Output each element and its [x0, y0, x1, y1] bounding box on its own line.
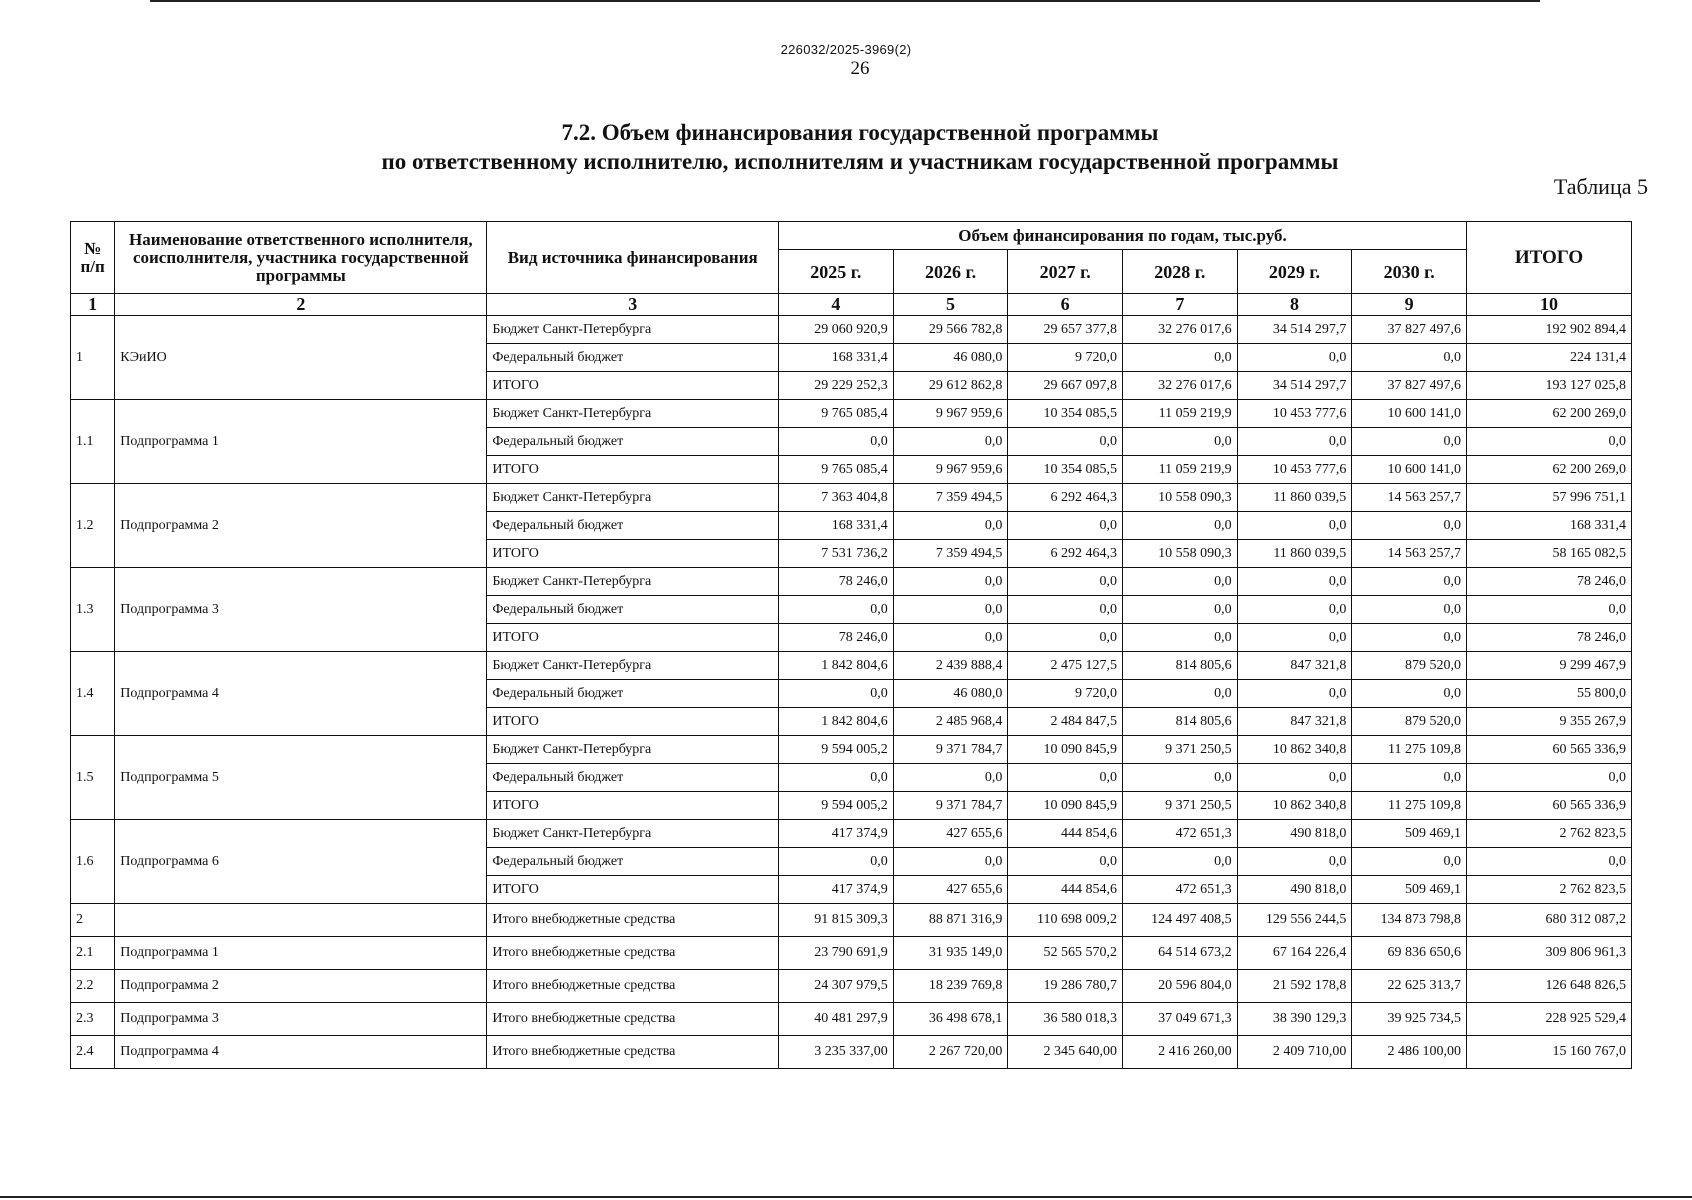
funding-source: ИТОГО [487, 372, 779, 400]
year-value: 78 246,0 [779, 624, 894, 652]
year-value: 2 484 847,5 [1008, 708, 1123, 736]
year-value: 0,0 [1123, 848, 1238, 876]
column-number: 6 [1008, 294, 1123, 316]
funding-source: Федеральный бюджет [487, 680, 779, 708]
year-value: 36 498 678,1 [893, 1003, 1008, 1036]
year-value: 0,0 [1123, 624, 1238, 652]
year-value: 14 563 257,7 [1352, 484, 1467, 512]
year-value: 67 164 226,4 [1237, 937, 1352, 970]
year-value: 37 827 497,6 [1352, 372, 1467, 400]
financing-table [70, 221, 1632, 1069]
year-value: 509 469,1 [1352, 820, 1467, 848]
executor-name: Подпрограмма 4 [115, 1036, 487, 1069]
year-value: 2 409 710,00 [1237, 1036, 1352, 1069]
year-value: 10 600 141,0 [1352, 456, 1467, 484]
row-total: 60 565 336,9 [1467, 736, 1632, 764]
funding-source: Федеральный бюджет [487, 428, 779, 456]
row-total: 0,0 [1467, 428, 1632, 456]
year-value: 10 600 141,0 [1352, 400, 1467, 428]
section-title-line-1: 7.2. Объем финансирования государственной программы [561, 120, 1159, 145]
row-total: 126 648 826,5 [1467, 970, 1632, 1003]
year-value: 10 090 845,9 [1008, 792, 1123, 820]
year-value: 40 481 297,9 [779, 1003, 894, 1036]
year-value: 22 625 313,7 [1352, 970, 1467, 1003]
year-value: 7 531 736,2 [779, 540, 894, 568]
year-value: 110 698 009,2 [1008, 904, 1123, 937]
row-number: 1.1 [71, 400, 115, 484]
header-year: 2026 г. [893, 250, 1008, 294]
table-row [71, 970, 1632, 1003]
header-year: 2029 г. [1237, 250, 1352, 294]
executor-name: Подпрограмма 4 [115, 652, 487, 736]
row-total: 62 200 269,0 [1467, 400, 1632, 428]
table-row [71, 820, 1632, 848]
year-value: 472 651,3 [1123, 876, 1238, 904]
table-body [71, 294, 1632, 1069]
year-value: 0,0 [1123, 568, 1238, 596]
year-value: 0,0 [1123, 680, 1238, 708]
year-value: 19 286 780,7 [1008, 970, 1123, 1003]
row-number: 1 [71, 316, 115, 400]
bottom-border-line [0, 1196, 1692, 1198]
year-value: 39 925 734,5 [1352, 1003, 1467, 1036]
year-value: 509 469,1 [1352, 876, 1467, 904]
section-title-line-2: по ответственному исполнителю, исполнителям и участникам государственной программы [381, 149, 1339, 174]
year-value: 23 790 691,9 [779, 937, 894, 970]
row-total: 57 996 751,1 [1467, 484, 1632, 512]
row-total: 2 762 823,5 [1467, 820, 1632, 848]
year-value: 18 239 769,8 [893, 970, 1008, 1003]
year-value: 814 805,6 [1123, 652, 1238, 680]
year-value: 1 842 804,6 [779, 652, 894, 680]
year-value: 0,0 [1008, 512, 1123, 540]
year-value: 0,0 [1352, 680, 1467, 708]
funding-source: Федеральный бюджет [487, 848, 779, 876]
year-value: 0,0 [1352, 764, 1467, 792]
year-value: 0,0 [1008, 568, 1123, 596]
funding-source: ИТОГО [487, 540, 779, 568]
year-value: 0,0 [1123, 596, 1238, 624]
year-value: 24 307 979,5 [779, 970, 894, 1003]
row-number: 1.3 [71, 568, 115, 652]
row-total: 192 902 894,4 [1467, 316, 1632, 344]
funding-source: Итого внебюджетные средства [487, 1003, 779, 1036]
row-number: 1.6 [71, 820, 115, 904]
table-row [71, 1003, 1632, 1036]
executor-name: Подпрограмма 2 [115, 970, 487, 1003]
column-number: 2 [115, 294, 487, 316]
year-value: 31 935 149,0 [893, 937, 1008, 970]
year-value: 417 374,9 [779, 820, 894, 848]
year-value: 64 514 673,2 [1123, 937, 1238, 970]
year-value: 6 292 464,3 [1008, 540, 1123, 568]
year-value: 0,0 [779, 428, 894, 456]
column-number: 1 [71, 294, 115, 316]
column-number: 3 [487, 294, 779, 316]
year-value: 37 827 497,6 [1352, 316, 1467, 344]
executor-name: Подпрограмма 2 [115, 484, 487, 568]
year-value: 36 580 018,3 [1008, 1003, 1123, 1036]
year-value: 0,0 [1008, 764, 1123, 792]
year-value: 134 873 798,8 [1352, 904, 1467, 937]
section-title [0, 118, 1692, 176]
funding-source: Итого внебюджетные средства [487, 1036, 779, 1069]
year-value: 0,0 [1352, 624, 1467, 652]
row-total: 60 565 336,9 [1467, 792, 1632, 820]
year-value: 0,0 [1008, 428, 1123, 456]
funding-source: Бюджет Санкт-Петербурга [487, 820, 779, 848]
funding-source: ИТОГО [487, 624, 779, 652]
year-value: 21 592 178,8 [1237, 970, 1352, 1003]
row-total: 193 127 025,8 [1467, 372, 1632, 400]
row-total: 224 131,4 [1467, 344, 1632, 372]
table-row [71, 484, 1632, 512]
year-value: 34 514 297,7 [1237, 372, 1352, 400]
year-value: 168 331,4 [779, 344, 894, 372]
header-funding-source: Вид источника финансирования [487, 222, 779, 294]
table-row [71, 1036, 1632, 1069]
year-value: 129 556 244,5 [1237, 904, 1352, 937]
header-year: 2028 г. [1123, 250, 1238, 294]
year-value: 0,0 [779, 596, 894, 624]
year-value: 0,0 [893, 512, 1008, 540]
row-total: 78 246,0 [1467, 568, 1632, 596]
year-value: 10 862 340,8 [1237, 792, 1352, 820]
header-year: 2030 г. [1352, 250, 1467, 294]
year-value: 490 818,0 [1237, 820, 1352, 848]
year-value: 91 815 309,3 [779, 904, 894, 937]
row-total: 9 299 467,9 [1467, 652, 1632, 680]
row-total: 168 331,4 [1467, 512, 1632, 540]
year-value: 124 497 408,5 [1123, 904, 1238, 937]
row-number: 2.4 [71, 1036, 115, 1069]
funding-source: Бюджет Санкт-Петербурга [487, 736, 779, 764]
header-funding-volume: Объем финансирования по годам, тыс.руб. [779, 222, 1467, 250]
year-value: 10 862 340,8 [1237, 736, 1352, 764]
row-number: 1.4 [71, 652, 115, 736]
header-year: 2025 г. [779, 250, 894, 294]
year-value: 10 558 090,3 [1123, 540, 1238, 568]
table-row [71, 316, 1632, 344]
page-number: 26 [850, 58, 870, 79]
year-value: 9 594 005,2 [779, 736, 894, 764]
year-value: 10 558 090,3 [1123, 484, 1238, 512]
year-value: 11 860 039,5 [1237, 484, 1352, 512]
funding-source: ИТОГО [487, 708, 779, 736]
year-value: 0,0 [893, 568, 1008, 596]
year-value: 1 842 804,6 [779, 708, 894, 736]
year-value: 9 765 085,4 [779, 400, 894, 428]
year-value: 2 486 100,00 [1352, 1036, 1467, 1069]
header-num: № п/п [71, 222, 115, 294]
year-value: 0,0 [1237, 624, 1352, 652]
table-row [71, 904, 1632, 937]
funding-source: Итого внебюджетные средства [487, 970, 779, 1003]
year-value: 879 520,0 [1352, 708, 1467, 736]
row-number: 2.2 [71, 970, 115, 1003]
year-value: 29 657 377,8 [1008, 316, 1123, 344]
year-value: 10 354 085,5 [1008, 456, 1123, 484]
year-value: 29 229 252,3 [779, 372, 894, 400]
funding-source: ИТОГО [487, 792, 779, 820]
table-header-row [71, 222, 1632, 250]
funding-source: ИТОГО [487, 876, 779, 904]
year-value: 0,0 [1352, 848, 1467, 876]
year-value: 88 871 316,9 [893, 904, 1008, 937]
table-label: Таблица 5 [1553, 174, 1648, 199]
year-value: 34 514 297,7 [1237, 316, 1352, 344]
year-value: 0,0 [1008, 848, 1123, 876]
header-year: 2027 г. [1008, 250, 1123, 294]
year-value: 37 049 671,3 [1123, 1003, 1238, 1036]
year-value: 417 374,9 [779, 876, 894, 904]
executor-name: Подпрограмма 1 [115, 400, 487, 484]
table-row [71, 652, 1632, 680]
funding-source: Бюджет Санкт-Петербурга [487, 316, 779, 344]
row-total: 0,0 [1467, 596, 1632, 624]
year-value: 10 453 777,6 [1237, 456, 1352, 484]
year-value: 0,0 [893, 428, 1008, 456]
year-value: 32 276 017,6 [1123, 316, 1238, 344]
year-value: 38 390 129,3 [1237, 1003, 1352, 1036]
year-value: 0,0 [779, 848, 894, 876]
row-total: 680 312 087,2 [1467, 904, 1632, 937]
year-value: 0,0 [1008, 596, 1123, 624]
year-value: 9 967 959,6 [893, 400, 1008, 428]
year-value: 0,0 [1352, 512, 1467, 540]
year-value: 9 371 250,5 [1123, 736, 1238, 764]
year-value: 46 080,0 [893, 344, 1008, 372]
year-value: 490 818,0 [1237, 876, 1352, 904]
year-value: 11 059 219,9 [1123, 456, 1238, 484]
year-value: 0,0 [1123, 512, 1238, 540]
year-value: 0,0 [779, 764, 894, 792]
year-value: 0,0 [893, 764, 1008, 792]
year-value: 10 354 085,5 [1008, 400, 1123, 428]
year-value: 9 967 959,6 [893, 456, 1008, 484]
executor-name [115, 904, 487, 937]
year-value: 7 359 494,5 [893, 484, 1008, 512]
year-value: 427 655,6 [893, 876, 1008, 904]
year-value: 9 594 005,2 [779, 792, 894, 820]
year-value: 0,0 [1237, 596, 1352, 624]
executor-name: Подпрограмма 1 [115, 937, 487, 970]
top-border-line [150, 0, 1540, 2]
year-value: 9 720,0 [1008, 680, 1123, 708]
year-value: 11 275 109,8 [1352, 736, 1467, 764]
executor-name: Подпрограмма 6 [115, 820, 487, 904]
year-value: 444 854,6 [1008, 820, 1123, 848]
column-number: 8 [1237, 294, 1352, 316]
row-total: 9 355 267,9 [1467, 708, 1632, 736]
column-numbers-row [71, 294, 1632, 316]
year-value: 0,0 [1237, 764, 1352, 792]
funding-source: Бюджет Санкт-Петербурга [487, 652, 779, 680]
year-value: 0,0 [1237, 568, 1352, 596]
row-total: 78 246,0 [1467, 624, 1632, 652]
year-value: 2 345 640,00 [1008, 1036, 1123, 1069]
funding-source: Федеральный бюджет [487, 512, 779, 540]
year-value: 427 655,6 [893, 820, 1008, 848]
year-value: 0,0 [1352, 344, 1467, 372]
year-value: 0,0 [1352, 428, 1467, 456]
funding-source: ИТОГО [487, 456, 779, 484]
executor-name: Подпрограмма 3 [115, 1003, 487, 1036]
column-number: 10 [1467, 294, 1632, 316]
year-value: 0,0 [1123, 764, 1238, 792]
year-value: 69 836 650,6 [1352, 937, 1467, 970]
year-value: 444 854,6 [1008, 876, 1123, 904]
year-value: 0,0 [1352, 596, 1467, 624]
year-value: 0,0 [779, 680, 894, 708]
row-total: 62 200 269,0 [1467, 456, 1632, 484]
year-value: 0,0 [1237, 848, 1352, 876]
row-number: 1.2 [71, 484, 115, 568]
funding-source: Бюджет Санкт-Петербурга [487, 400, 779, 428]
row-number: 2.3 [71, 1003, 115, 1036]
year-value: 0,0 [1008, 624, 1123, 652]
year-value: 9 765 085,4 [779, 456, 894, 484]
row-total: 15 160 767,0 [1467, 1036, 1632, 1069]
year-value: 0,0 [1123, 344, 1238, 372]
year-value: 0,0 [893, 624, 1008, 652]
year-value: 0,0 [893, 848, 1008, 876]
year-value: 847 321,8 [1237, 652, 1352, 680]
row-number: 2.1 [71, 937, 115, 970]
year-value: 11 059 219,9 [1123, 400, 1238, 428]
row-total: 0,0 [1467, 764, 1632, 792]
year-value: 9 371 784,7 [893, 736, 1008, 764]
year-value: 0,0 [1237, 428, 1352, 456]
year-value: 6 292 464,3 [1008, 484, 1123, 512]
year-value: 0,0 [1237, 680, 1352, 708]
year-value: 2 475 127,5 [1008, 652, 1123, 680]
row-total: 55 800,0 [1467, 680, 1632, 708]
funding-source: Итого внебюджетные средства [487, 937, 779, 970]
row-total: 309 806 961,3 [1467, 937, 1632, 970]
row-number: 2 [71, 904, 115, 937]
year-value: 29 566 782,8 [893, 316, 1008, 344]
year-value: 9 720,0 [1008, 344, 1123, 372]
year-value: 10 453 777,6 [1237, 400, 1352, 428]
header-total: ИТОГО [1467, 222, 1632, 294]
year-value: 10 090 845,9 [1008, 736, 1123, 764]
year-value: 29 612 862,8 [893, 372, 1008, 400]
column-number: 9 [1352, 294, 1467, 316]
year-value: 814 805,6 [1123, 708, 1238, 736]
year-value: 0,0 [893, 596, 1008, 624]
year-value: 20 596 804,0 [1123, 970, 1238, 1003]
year-value: 2 267 720,00 [893, 1036, 1008, 1069]
year-value: 9 371 784,7 [893, 792, 1008, 820]
column-number: 5 [893, 294, 1008, 316]
document-number: 226032/2025-3969(2) [780, 42, 912, 57]
year-value: 14 563 257,7 [1352, 540, 1467, 568]
header-executor-name: Наименование ответственного исполнителя, соисполнителя, участника государственной программы [115, 222, 487, 294]
row-total: 2 762 823,5 [1467, 876, 1632, 904]
year-value: 7 359 494,5 [893, 540, 1008, 568]
funding-source: Федеральный бюджет [487, 596, 779, 624]
row-total: 0,0 [1467, 848, 1632, 876]
funding-source: Итого внебюджетные средства [487, 904, 779, 937]
year-value: 32 276 017,6 [1123, 372, 1238, 400]
year-value: 7 363 404,8 [779, 484, 894, 512]
funding-source: Федеральный бюджет [487, 764, 779, 792]
executor-name: Подпрограмма 5 [115, 736, 487, 820]
year-value: 11 275 109,8 [1352, 792, 1467, 820]
year-value: 3 235 337,00 [779, 1036, 894, 1069]
table-row [71, 937, 1632, 970]
row-number: 1.5 [71, 736, 115, 820]
funding-source: Бюджет Санкт-Петербурга [487, 484, 779, 512]
table-row [71, 736, 1632, 764]
funding-source: Бюджет Санкт-Петербурга [487, 568, 779, 596]
year-value: 472 651,3 [1123, 820, 1238, 848]
funding-source: Федеральный бюджет [487, 344, 779, 372]
year-value: 847 321,8 [1237, 708, 1352, 736]
year-value: 52 565 570,2 [1008, 937, 1123, 970]
year-value: 46 080,0 [893, 680, 1008, 708]
table-row [71, 400, 1632, 428]
year-value: 168 331,4 [779, 512, 894, 540]
column-number: 4 [779, 294, 894, 316]
year-value: 29 667 097,8 [1008, 372, 1123, 400]
year-value: 0,0 [1237, 344, 1352, 372]
row-total: 58 165 082,5 [1467, 540, 1632, 568]
year-value: 0,0 [1237, 512, 1352, 540]
year-value: 9 371 250,5 [1123, 792, 1238, 820]
year-value: 879 520,0 [1352, 652, 1467, 680]
table-row [71, 568, 1632, 596]
year-value: 78 246,0 [779, 568, 894, 596]
executor-name: Подпрограмма 3 [115, 568, 487, 652]
row-total: 228 925 529,4 [1467, 1003, 1632, 1036]
year-value: 2 485 968,4 [893, 708, 1008, 736]
executor-name: КЭиИО [115, 316, 487, 400]
year-value: 29 060 920,9 [779, 316, 894, 344]
year-value: 0,0 [1352, 568, 1467, 596]
year-value: 2 416 260,00 [1123, 1036, 1238, 1069]
year-value: 11 860 039,5 [1237, 540, 1352, 568]
column-number: 7 [1123, 294, 1238, 316]
year-value: 2 439 888,4 [893, 652, 1008, 680]
year-value: 0,0 [1123, 428, 1238, 456]
